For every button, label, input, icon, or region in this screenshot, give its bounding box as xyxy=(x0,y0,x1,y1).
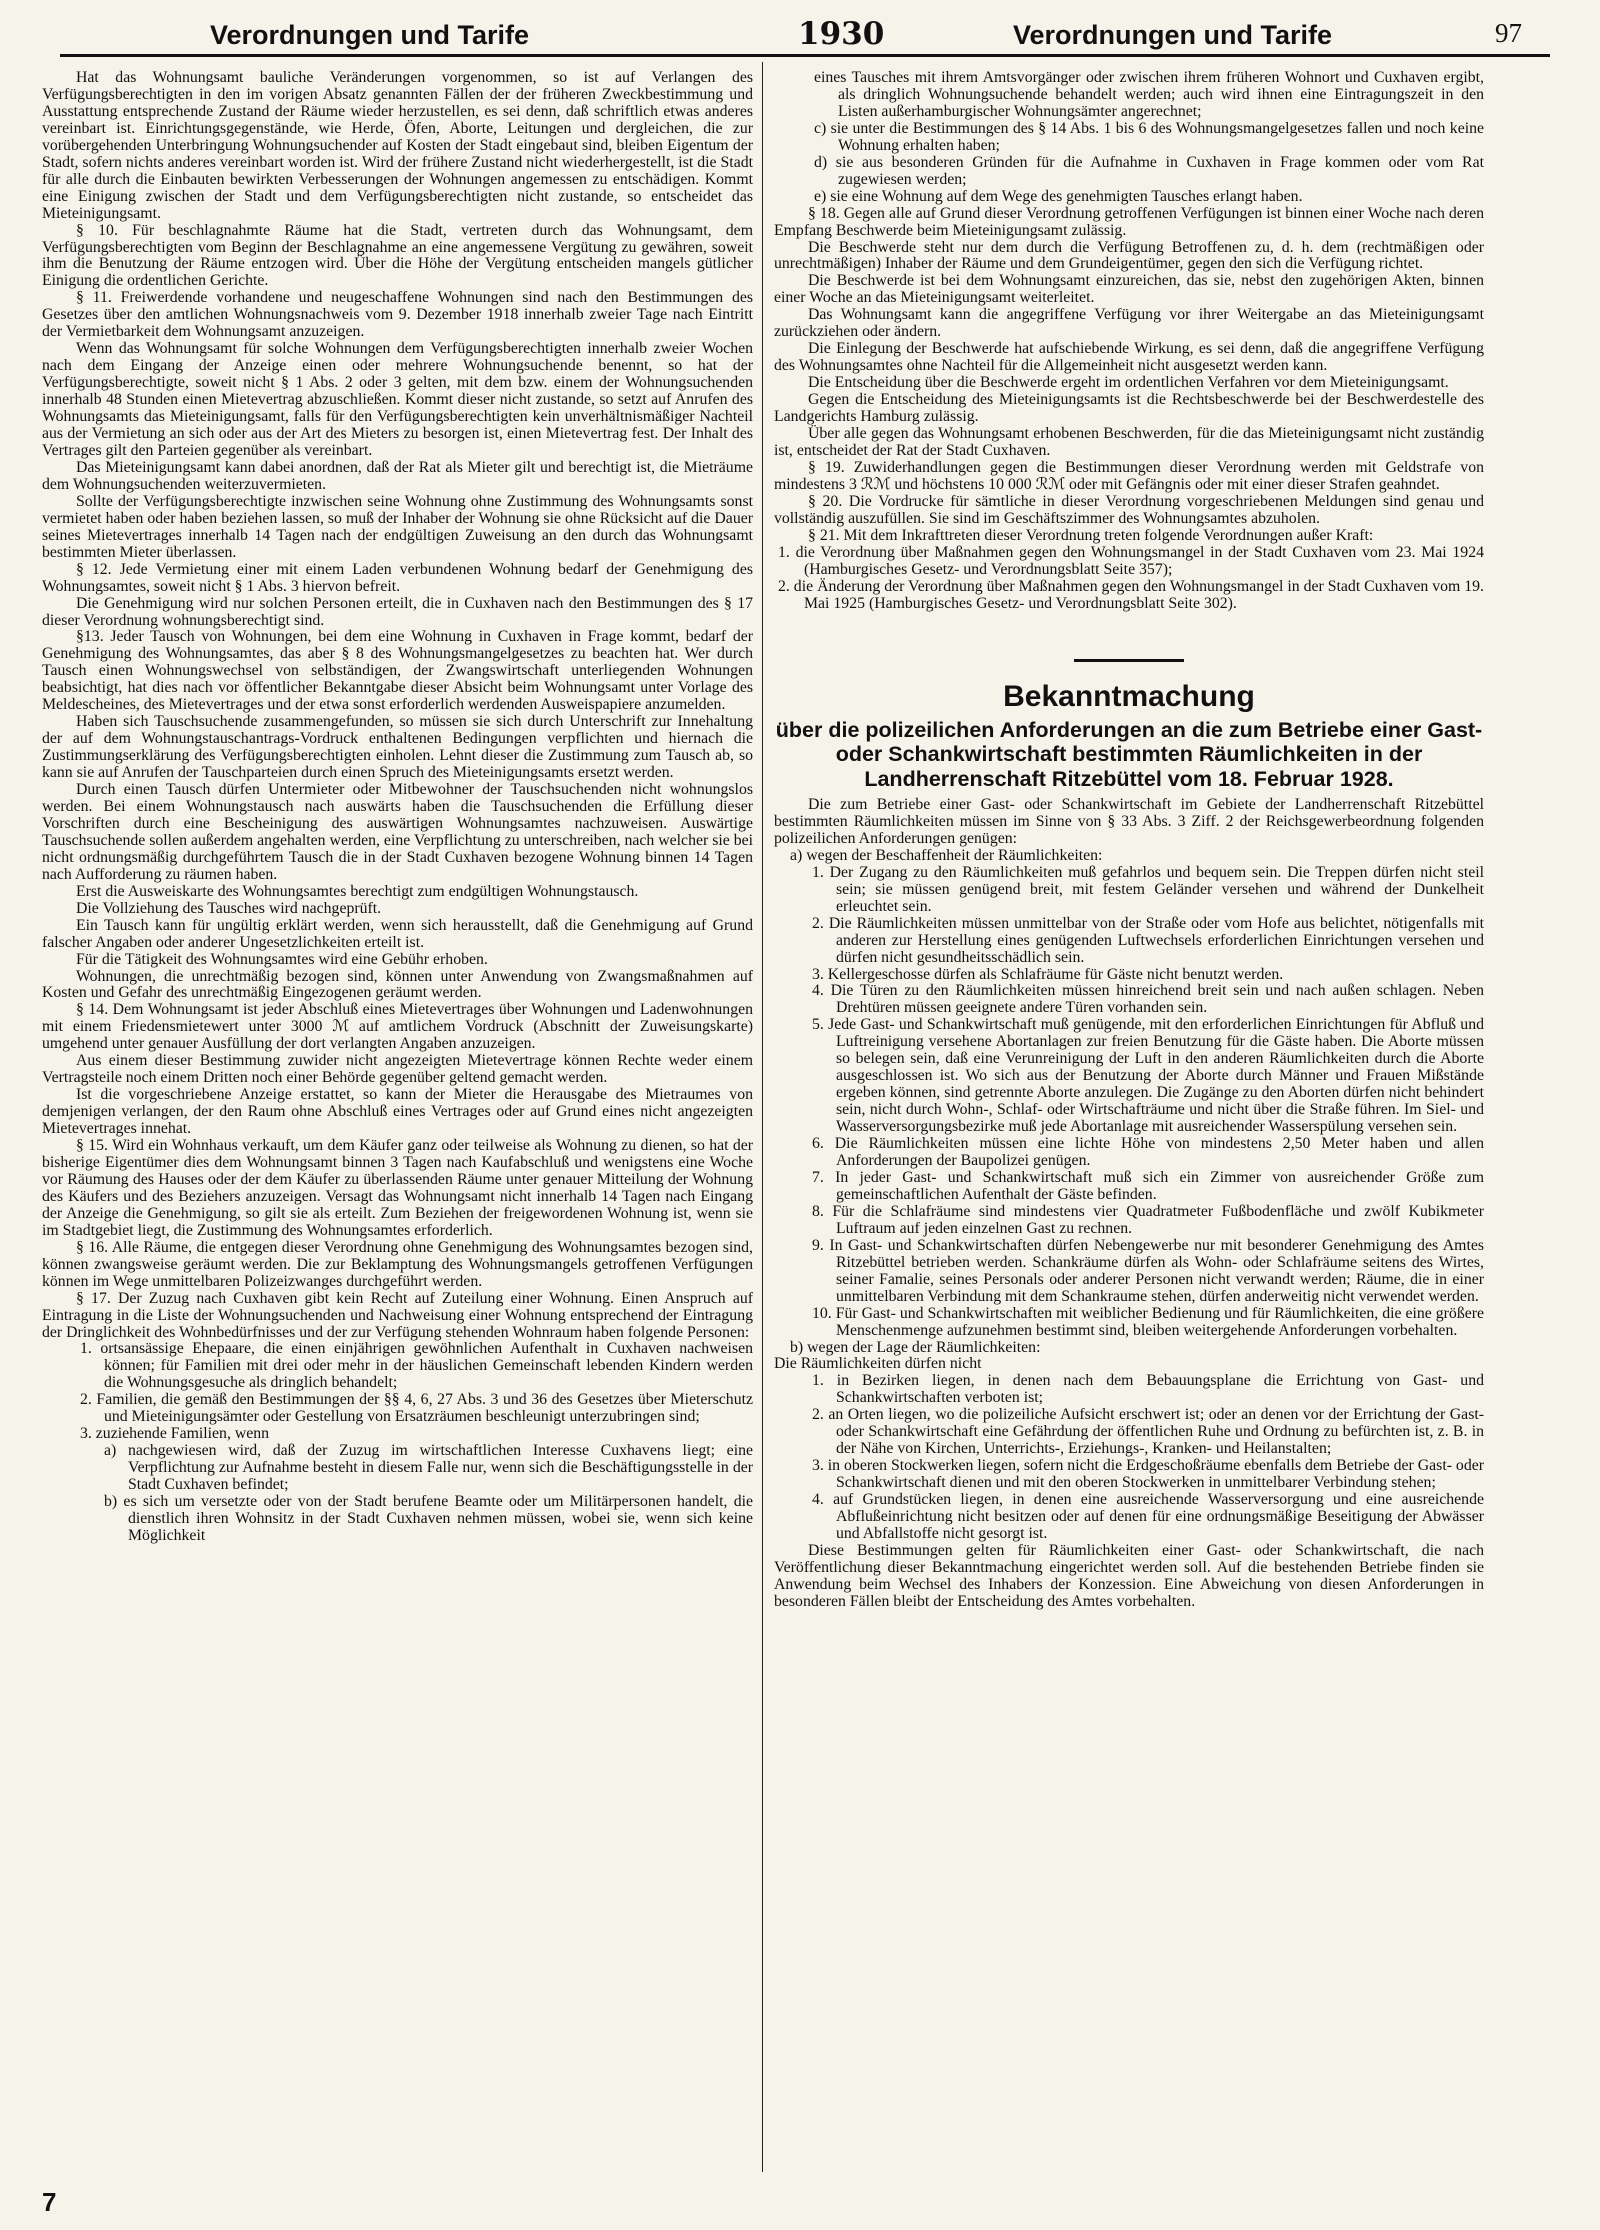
list-item: 2. die Änderung der Verordnung über Maßnahmen gegen den Wohnungsmangel in der Stadt Cuxhaven vom 19. Mai 1925 (Hamburgisches Gesetz- und Verordnungsblatt Seite 302). xyxy=(778,577,1484,612)
paragraph: Haben sich Tauschsuchende zusammengefunden, so müssen sie sich durch Unterschrift zur Innehaltung der auf dem Wohnungstauschantrags-Vordruck enthaltenen Bedingungen verpflichten und hiernach die Zustimmungserklärung des Verfügungsberechtigten einholen. Lehnt dieser die Zustimmung zum Tausch ab, so kann sie auf Anrufen der Tauschparteien durch einen Spruch des Mieteinigungsamts ersetzt werden. xyxy=(42,713,753,782)
paragraph: § 11. Freiwerdende vorhandene und neugeschaffene Wohnungen sind nach den Bestimmungen des Gesetzes über den amtlichen Wohnungsnachweis vom 9. Dezember 1918 innerhalb zweier Tage nach Eintritt der Vermietbarkeit dem Wohnungsamt anzuzeigen. xyxy=(42,289,753,341)
header-right-title: Verordnungen und Tarife xyxy=(1013,20,1333,50)
paragraph: § 18. Gegen alle auf Grund dieser Verordnung getroffenen Verfügungen ist binnen einer Woche nach deren Empfang Beschwerde beim Mieteinigungsamt zulässig. xyxy=(774,204,1484,239)
paragraph: Hat das Wohnungsamt bauliche Veränderungen vorgenommen, so ist auf Verlangen des Verfügungsberechtigten in den im vorigen Absatz genannten Fällen der der früheren Zweckbestimmung und Ausstattung entsprechende Zustand der Räume wieder herzustellen, es sei denn, daß schriftlich etwas anderes vereinbart ist. Einrichtungsgegenstände, wie Herde, Öfen, Aborte, Leitungen und dergleichen, die zur vorübergehenden Unterbringung Wohnungsuchender auf Kosten der Stadt eingebaut sind, bleiben Eigentum der Stadt, sofern nichts anderes vereinbart worden ist. Wird der frühere Zustand nicht wiederhergestellt, ist die Stadt für alle durch die Einbauten bewirkten Verbesserungen der Wohnungen angemessen zu entschädigen. Kommt eine Einigung zwischen der Stadt und dem Verfügungsberechtigten nicht zustande, so entscheidet das Mieteinigungsamt. xyxy=(42,69,753,222)
paragraph: Ist die vorgeschriebene Anzeige erstattet, so kann der Mieter die Herausgabe des Mietraumes von demjenigen verlangen, der den Raum ohne Abschluß eines Vertrages oder auf Grund eines nicht angezeigten Mietevertrages innehat. xyxy=(42,1086,753,1138)
paragraph: Das Wohnungsamt kann die angegriffene Verfügung vor ihrer Weitergabe an das Mieteinigungsamt zurückziehen oder ändern. xyxy=(774,306,1484,341)
paragraph: § 19. Zuwiderhandlungen gegen die Bestimmungen dieser Verordnung werden mit Geldstrafe von mindestens 3 ℛℳ und höchstens 10 000 ℛℳ oder mit Gefängnis oder mit einer dieser Strafen geahndet. xyxy=(774,458,1484,493)
list-item: 2. Die Räumlichkeiten müssen unmittelbar von der Straße oder vom Hofe aus belichtet, nötigenfalls mit anderen zur Herstellung eines genügenden Luftwechsels erforderlichen Einrichtungen versehen und dürfen nicht gesundheitsschädlich sein. xyxy=(812,914,1484,966)
list-item: a) nachgewiesen wird, daß der Zuzug im wirtschaftlichen Interesse Cuxhavens liegt; eine Verpflichtung zur Aufnahme besteht in diesem Falle nur, wenn sich die Beschäftigungsstelle in der Stadt Cuxhaven befindet; xyxy=(104,1442,753,1494)
paragraph: Ein Tausch kann für ungültig erklärt werden, wenn sich herausstellt, daß die Genehmigung auf Grund falscher Angaben oder anderer Ungesetzlichkeiten erteilt ist. xyxy=(42,916,753,951)
paragraph: Sollte der Verfügungsberechtigte inzwischen seine Wohnung ohne Zustimmung des Wohnungsamts sonst vermietet haben oder haben beziehen lassen, so muß der Inhaber der Wohnung sie ohne Rücksicht auf die Dauer seines Mietevertrages innerhalb 14 Tagen nach der endgültigen Zuweisung an den durch das Wohnungsamt bestimmten Mieter überlassen. xyxy=(42,492,753,561)
paragraph: Die Beschwerde steht nur dem durch die Verfügung Betroffenen zu, d. h. dem (rechtmäßigen oder unrechtmäßigen) Inhaber der Räume und dem Grundeigentümer, gegen den sich die Verfügung richtet. xyxy=(774,238,1484,273)
announcement-body xyxy=(774,797,1484,1611)
paragraph: Die zum Betriebe einer Gast- oder Schankwirtschaft im Gebiete der Landherrenschaft Ritzebüttel bestimmten Räumlichkeiten müssen im Sinne von § 33 Abs. 3 Ziff. 2 der Reichsgewerbeordnung folgenden polizeilichen Anforderungen genügen: xyxy=(774,796,1484,847)
column-divider xyxy=(762,62,763,2172)
list-item: 5. Jede Gast- und Schankwirtschaft muß genügende, mit den erforderlichen Einrichtungen für Abfluß und Luftreinigung versehene Abortanlagen zur freien Benutzung für die Gäste haben. Die Aborte müssen so belegen sein, daß eine Verunreinigung der Luft in den anderen Räumlichkeiten durch die Aborte ausgeschlossen ist. Wo sich aus der Benutzung der Aborte durch Männer und Frauen Mißstände ergeben können, sind getrennte Aborte anzulegen. Die Zugänge zu den Aborten dürfen nicht behindert sein, nicht durch Wohn-, Schlaf- oder Wirtschafträume und nicht über die Straße führen. Im Siel- und Wasserversorgungsbezirke muß jede Abortanlage mit ausreichender Wasserspülung versehen sein. xyxy=(812,1016,1484,1136)
paragraph: § 12. Jede Vermietung einer mit einem Laden verbundenen Wohnung bedarf der Genehmigung des Wohnungsamtes, soweit nicht § 1 Abs. 3 hiervon befreit. xyxy=(42,560,753,595)
paragraph: Die Genehmigung wird nur solchen Personen erteilt, die in Cuxhaven nach den Bestimmungen des § 17 dieser Verordnung wohnungsberechtigt sind. xyxy=(42,594,753,629)
paragraph: § 17. Der Zuzug nach Cuxhaven gibt kein Recht auf Zuteilung einer Wohnung. Einen Anspruch auf Eintragung in die Liste der Wohnungsuchenden und Nachweisung einer Wohnung entsprechend der Eintragung der Dringlichkeit des Wohnbedürfnisses und der zur Verfügung stehenden Wohnraum haben folgende Personen: xyxy=(42,1289,753,1341)
left-column xyxy=(42,70,753,1545)
list-item: b) wegen der Lage der Räumlichkeiten: xyxy=(790,1338,1041,1356)
announcement-title: Bekanntmachung xyxy=(1003,679,1255,713)
header-left-title: Verordnungen und Tarife xyxy=(210,20,530,50)
paragraph: Über alle gegen das Wohnungsamt erhobenen Beschwerden, für die das Mieteinigungsamt nicht zuständig ist, entscheidet der Rat der Stadt Cuxhaven. xyxy=(774,425,1484,459)
paragraph: § 10. Für beschlagnahmte Räume hat die Stadt, vertreten durch das Wohnungsamt, dem Verfügungsberechtigten vom Beginn der Beschlagnahme an eine angemessene Vergütung zu gewähren, soweit ihm die Benutzung der Räume entzogen wird. Über die Höhe der Vergütung entscheiden mangels gütlicher Einigung die ordentlichen Gerichte. xyxy=(42,221,753,290)
paragraph: § 21. Mit dem Inkrafttreten dieser Verordnung treten folgende Verordnungen außer Kraft: xyxy=(808,526,1374,544)
list-item: 1. Der Zugang zu den Räumlichkeiten muß gefahrlos und bequem sein. Die Treppen dürfen nicht steil sein; sie müssen genügend breit, mit festem Geländer versehen und während der Dunkelheit erleuchtet sein. xyxy=(812,863,1484,915)
list-item: e) sie eine Wohnung auf dem Wege des genehmigten Tausches erlangt haben. xyxy=(814,187,1303,205)
list-item: 2. Familien, die gemäß den Bestimmungen der §§ 4, 6, 27 Abs. 3 und 36 des Gesetzes über Mieterschutz und Mieteinigungsämter oder Gestellung von Ersatzräumen beschleunigt unterzubringen sind; xyxy=(80,1391,753,1426)
page-header xyxy=(60,14,1550,57)
list-item: 9. In Gast- und Schankwirtschaften dürfen Nebengewerbe nur mit besonderer Genehmigung des Amtes Ritzebüttel betrieben werden. Schankräume dürfen als Wohn- oder Schlafräume seitens des Wirtes, seiner Famalie, seines Personals oder anderer Personen nicht verwandt werden; Räume, die in einer unmittelbaren Verbindung mit dem Schankraume stehen, dürfen anderweitig nicht verwendet werden. xyxy=(812,1236,1484,1305)
list-item: 10. Für Gast- und Schankwirtschaften mit weiblicher Bedienung und für Räumlichkeiten, die eine größere Menschenmenge aufzunehmen bestimmt sind, bleiben weitergehende Anforderungen vorbehalten. xyxy=(812,1304,1484,1339)
paragraph: Das Mieteinigungsamt kann dabei anordnen, daß der Rat als Mieter gilt und berechtigt ist, die Mieträume dem Wohnungsuchenden weiterzuvermieten. xyxy=(42,458,753,493)
footer-number: 7 xyxy=(42,2187,57,2217)
paragraph: Die Entscheidung über die Beschwerde ergeht im ordentlichen Verfahren vor dem Mieteinigungsamt. xyxy=(808,374,1449,392)
header-year: 1930 xyxy=(798,16,885,52)
page-number: 97 xyxy=(1495,18,1522,48)
list-item: 1. in Bezirken liegen, in denen nach dem Bebauungsplane die Errichtung von Gast- und Schankwirtschaften verboten ist; xyxy=(812,1372,1484,1407)
list-item: c) sie unter die Bestimmungen des § 14 Abs. 1 bis 6 des Wohnungsmangelgesetzes fallen und noch keine Wohnung erhalten haben; xyxy=(814,119,1484,154)
paragraph: § 16. Alle Räume, die entgegen dieser Verordnung ohne Genehmigung des Wohnungsamtes bezogen sind, können zwangsweise geräumt werden. Die zur Beklamptung des Wohnungsmangels getroffenen Verfügungen können im Wege unmittelbaren Polizeizwanges durchgeführt werden. xyxy=(42,1238,753,1290)
list-item: 8. Für die Schlafräume sind mindestens vier Quadratmeter Fußbodenfläche und zwölf Kubikmeter Luftraum auf jeden einzelnen Gast zu rechnen. xyxy=(812,1202,1484,1237)
paragraph: Die Vollziehung des Tausches wird nachgeprüft. xyxy=(76,899,382,917)
paragraph: Wenn das Wohnungsamt für solche Wohnungen dem Verfügungsberechtigten innerhalb zweier Wochen nach dem Eingang der Anzeige einen oder mehrere Wohnungsuchende benennt, so hat der Verfügungsberechtigte, soweit nicht § 1 Abs. 2 oder 3 gelten, mit dem bzw. einem der Wohnungsuchenden innerhalb 48 Stunden einen Mietevertrag abzuschließen. Kommt dieser nicht zustande, so setzt auf Anrufen des Wohnungsamts das Mieteinigungsamt, falls für den Verfügungsberechtigten kein unverhältnismäßiger Nachteil aus der Vermietung an sich oder aus der Art des Mieters zu besorgen ist, einen Mietevertrag fest. Der Inhalt des Vertrages gilt den Parteien gegenüber als vereinbart. xyxy=(42,340,753,459)
list-item: b) es sich um versetzte oder von der Stadt berufene Beamte oder um Militärpersonen handelt, die dienstlich ihren Wohnsitz in der Stadt Cuxhaven nehmen müssen, wobei sie, wenn sich keine Möglichkeit xyxy=(104,1493,753,1544)
list-item: 3. in oberen Stockwerken liegen, sofern nicht die Erdgeschoßräume ebenfalls dem Betriebe der Gast- oder Schankwirtschaft dienen und mit den oberen Stockwerken in unmittelbarer Verbindung stehen; xyxy=(812,1457,1484,1492)
paragraph: Gegen die Entscheidung des Mieteinigungsamts ist die Rechtsbeschwerde bei der Beschwerdestelle des Landgerichts Hamburg zulässig. xyxy=(774,391,1484,426)
paragraph: §13. Jeder Tausch von Wohnungen, bei dem eine Wohnung in Cuxhaven in Frage kommt, bedarf der Genehmigung des Wohnungsamtes, das aber § 8 des Wohnungsmangelgesetzes zu beachten hat. Wer durch Tausch einen Wohnungswechsel von selbständigen, der Zwangswirtschaft unterliegenden Wohnungen beabsichtigt, hat dies nach vor öffentlicher Bekanntgabe dieser Absicht beim Wohnungsamt unter Vorlage des Meldescheines, des Mietevertrages und der etwa sonst erforderlich werdenden Ausweispapiere anzumelden. xyxy=(42,628,753,714)
paragraph: Diese Bestimmungen gelten für Räumlichkeiten einer Gast- oder Schankwirtschaft, die nach Veröffentlichung dieser Bekanntmachung eingerichtet werden soll. Auf die bestehenden Betriebe finden sie Anwendung beim Wechsel des Inhabers der Konzession. Eine Abweichung von diesen Anforderungen in besonderen Fällen bleibt der Entscheidung des Amtes vorbehalten. xyxy=(774,1541,1484,1610)
section-separator xyxy=(1074,659,1184,662)
paragraph: Die Einlegung der Beschwerde hat aufschiebende Wirkung, es sei denn, daß die angegriffene Verfügung des Wohnungsamtes ohne Nachteil für die Allgemeinheit nicht ausgesetzt werden kann. xyxy=(774,340,1484,375)
paragraph: Aus einem dieser Bestimmung zuwider nicht angezeigten Mietevertrage können Rechte weder einem Vertragsteile noch einem Dritten noch einer Behörde gegenüber geltend gemacht werden. xyxy=(42,1052,753,1087)
list-item: eines Tausches mit ihrem Amtsvorgänger oder zwischen ihrem früheren Wohnort und Cuxhaven ergibt, als dringlich Wohnungsuchende behandelt werden; auch wird ihnen eine Eintragungszeit in den Listen außerhamburgischer Wohnungsämter angerechnet; xyxy=(814,69,1484,120)
paragraph: Für die Tätigkeit des Wohnungsamtes wird eine Gebühr erhoben. xyxy=(76,950,488,968)
paragraph: Wohnungen, die unrechtmäßig bezogen sind, können unter Anwendung von Zwangsmaßnahmen auf Kosten und Gefahr des unrechtmäßig Eingezogenen geräumt werden. xyxy=(42,967,753,1002)
paragraph: Durch einen Tausch dürfen Untermieter oder Mitbewohner der Tauschsuchenden nicht wohnungslos werden. Bei einem Wohnungstausch nach auswärts haben die Tauschsuchenden die Erfüllung dieser Vorschriften durch eine Bescheinigung des auswärtigen Wohnungsamtes nachzuweisen. Auswärtige Tauschsuchende sollen außerdem angehalten werden, eine Verpflichtung zu unterschreiben, nach welcher sie bei nicht ordnungsmäßig durchgeführtem Tausch die in der Stadt Cuxhaven bezogene Wohnung binnen 14 Tagen nach Aufforderung zu räumen haben. xyxy=(42,781,753,883)
list-item: 3. Kellergeschosse dürfen als Schlafräume für Gäste nicht benutzt werden. xyxy=(812,965,1284,983)
list-item: 4. auf Grundstücken liegen, in denen eine ausreichende Wasserversorgung und eine ausreichende Abflußeinrichtung nicht besitzen oder auf denen für eine ordnungsmäßige Beseitigung der Abwässer und Abfallstoffe nicht gesorgt ist. xyxy=(812,1491,1484,1542)
list-item: 3. zuziehende Familien, wenn xyxy=(80,1425,270,1443)
list-item: d) sie aus besonderen Gründen für die Aufnahme in Cuxhaven in Frage kommen oder vom Rat zugewiesen werden; xyxy=(814,153,1484,188)
paragraph: § 20. Die Vordrucke für sämtliche in dieser Verordnung vorgeschriebenen Meldungen sind genau und vollständig auszufüllen. Sie sind im Geschäftszimmer des Wohnungsamtes abzuholen. xyxy=(774,492,1484,527)
list-item: 1. die Verordnung über Maßnahmen gegen den Wohnungsmangel in der Stadt Cuxhaven vom 23. Mai 1924 (Hamburgisches Gesetz- und Verordnungsblatt Seite 357); xyxy=(778,543,1484,578)
right-column xyxy=(774,70,1484,1611)
announcement-subtitle: über die polizeilichen Anforderungen an die zum Betriebe einer Gast- oder Schankwirtschaft bestimmten Räumlichkeiten in der Landherrenschaft Ritzebüttel vom 18. Februar 1928. xyxy=(775,717,1483,791)
list-item: 4. Die Türen zu den Räumlichkeiten müssen hinreichend breit sein und nach außen schlagen. Neben Drehtüren müssen geeignete andere Türen vorhanden sein. xyxy=(812,982,1484,1017)
paragraph: Die Räumlichkeiten dürfen nicht xyxy=(774,1355,982,1373)
list-item: 2. an Orten liegen, wo die polizeiliche Aufsicht erschwert ist; oder an denen vor der Errichtung der Gast- oder Schankwirtschaft eine Gefährdung der öffentlichen Ruhe und Ordnung zu befürchten ist, z. B. in der Nähe von Kirchen, Unterrichts-, Erziehungs-, Kranken- und Heilanstalten; xyxy=(812,1406,1484,1458)
paragraph: § 15. Wird ein Wohnhaus verkauft, um dem Käufer ganz oder teilweise als Wohnung zu dienen, so hat der bisherige Eigentümer dies dem Wohnungsamt binnen 3 Tagen nach Kaufabschluß und wenigstens eine Woche vor Räumung des Hauses oder der dem Käufer zu überlassenden Räume unter genauer Mitteilung der Wohnung des Käufers und des Beziehers anzuzeigen. Versagt das Wohnungsamt nicht innerhalb 14 Tagen nach Eingang der Anzeige die Genehmigung, so gilt sie als erteilt. Zum Beziehen der freigewordenen Wohnung ist, wenn sie im Stadtgebiet liegt, die Zustimmung des Wohnungsamtes erforderlich. xyxy=(42,1137,753,1239)
paragraph: Die Beschwerde ist bei dem Wohnungsamt einzureichen, das sie, nebst den zugehörigen Akten, binnen einer Woche an das Mieteinigungsamt weiterleitet. xyxy=(774,272,1484,307)
paragraph: § 14. Dem Wohnungsamt ist jeder Abschluß eines Mietevertrages über Wohnungen und Ladenwohnungen mit einem Friedensmietewert unter 3000 ℳ auf amtlichem Vordruck (Abschnitt der Zuweisungskarte) umgehend unter genauer Ausfüllung der dort verlangten Angaben anzuzeigen. xyxy=(42,1001,753,1053)
list-item: 6. Die Räumlichkeiten müssen eine lichte Höhe von mindestens 2,50 Meter haben und allen Anforderungen der Baupolizei genügen. xyxy=(812,1135,1484,1170)
regulation-continuation xyxy=(774,70,1484,613)
list-item: a) wegen der Beschaffenheit der Räumlichkeiten: xyxy=(790,846,1103,864)
paragraph: Erst die Ausweiskarte des Wohnungsamtes berechtigt zum endgültigen Wohnungstausch. xyxy=(76,882,639,900)
list-item: 1. ortsansässige Ehepaare, die einen einjährigen gewöhnlichen Aufenthalt in Cuxhaven nachweisen können; für Familien mit drei oder mehr in der häuslichen Gemeinschaft lebenden Kindern werden die Wohnungsgesuche als dringlich behandelt; xyxy=(80,1340,753,1392)
list-item: 7. In jeder Gast- und Schankwirtschaft muß sich ein Zimmer von ausreichender Größe zum gemeinschaftlichen Aufenthalt der Gäste befinden. xyxy=(812,1168,1484,1203)
